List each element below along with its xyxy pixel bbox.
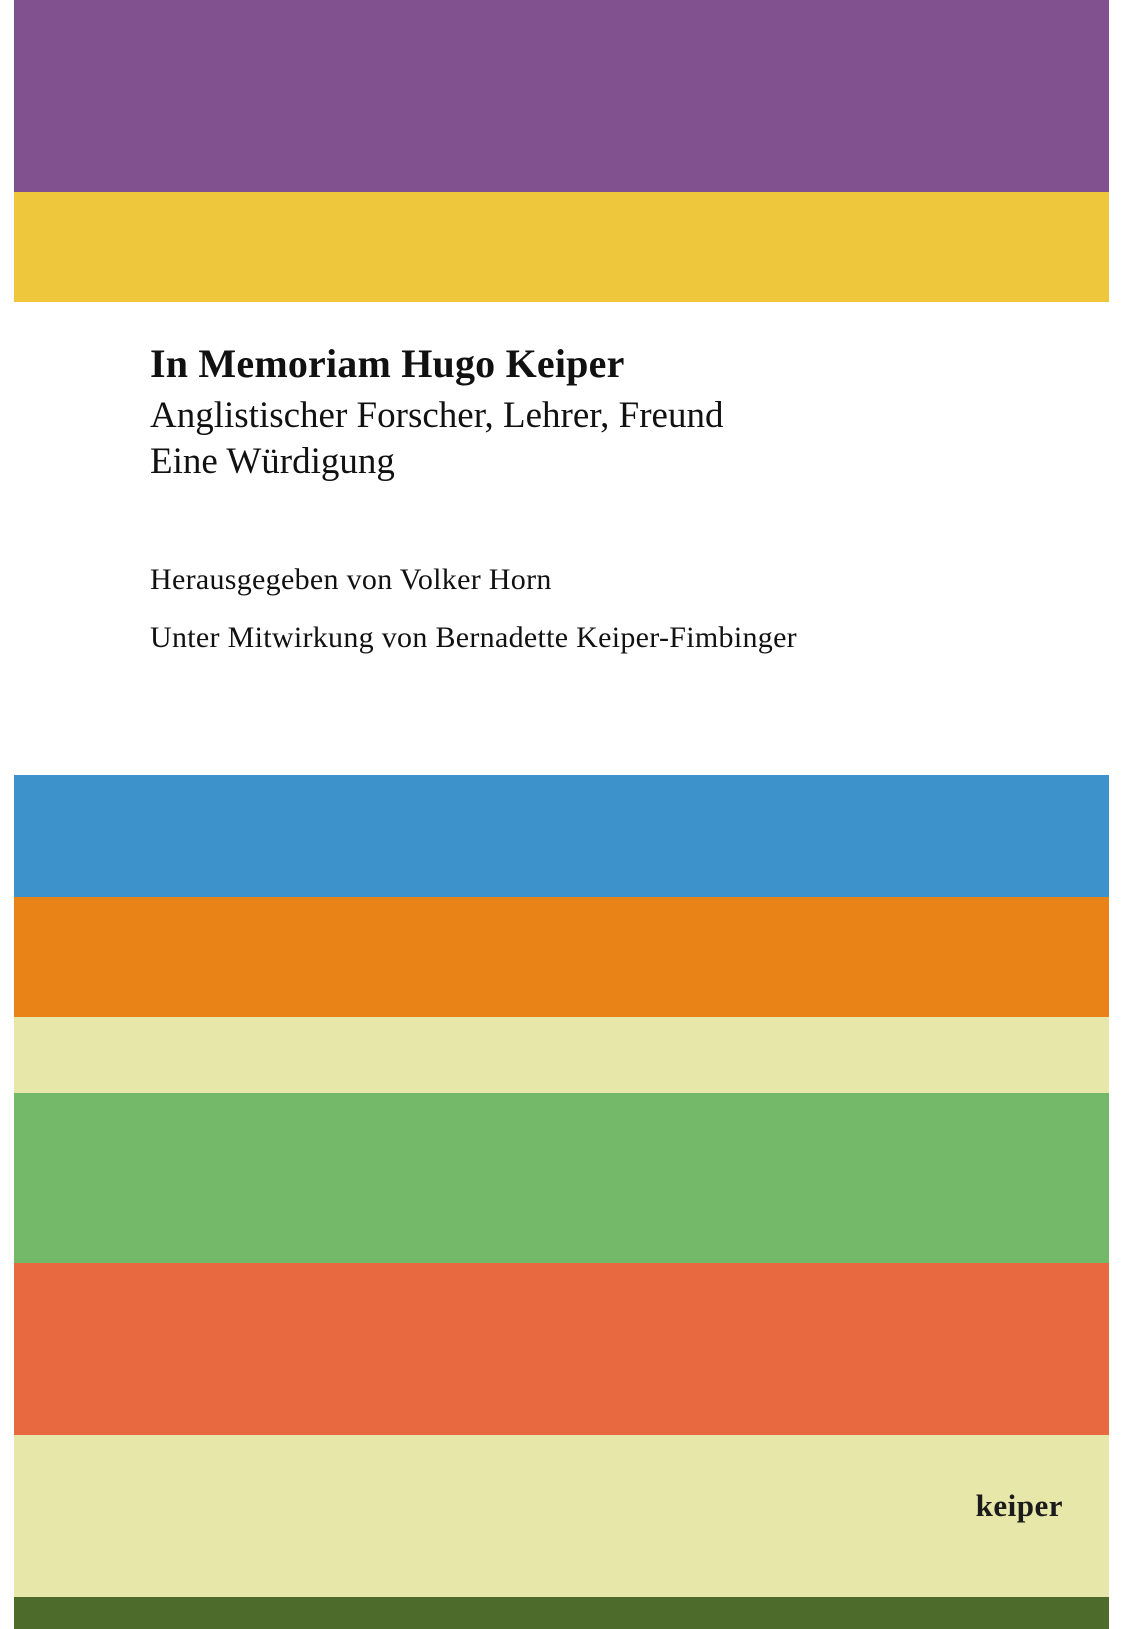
page-title: In Memoriam Hugo Keiper xyxy=(150,341,625,386)
color-band-orange xyxy=(14,897,1109,1017)
color-band-purple xyxy=(14,0,1109,192)
subtitle-line-2: Eine Würdigung xyxy=(150,441,395,483)
color-band-cream-upper xyxy=(14,1017,1109,1093)
color-band-yellow xyxy=(14,192,1109,302)
collaborator-credit: Unter Mitwirkung von Bernadette Keiper-Fimbinger xyxy=(150,621,797,655)
contributors xyxy=(150,563,1063,655)
color-band-olive xyxy=(14,1597,1109,1629)
color-band-red xyxy=(14,1263,1109,1435)
color-band-blue xyxy=(14,775,1109,897)
subtitle-line-1: Anglistischer Forscher, Lehrer, Freund xyxy=(150,394,724,436)
publisher-logo: keiper xyxy=(975,1488,1063,1523)
color-band-cream-lower xyxy=(14,1435,1109,1597)
color-band-green xyxy=(14,1093,1109,1263)
editor-credit: Herausgegeben von Volker Horn xyxy=(150,563,552,597)
cover-text-block xyxy=(150,340,1063,655)
